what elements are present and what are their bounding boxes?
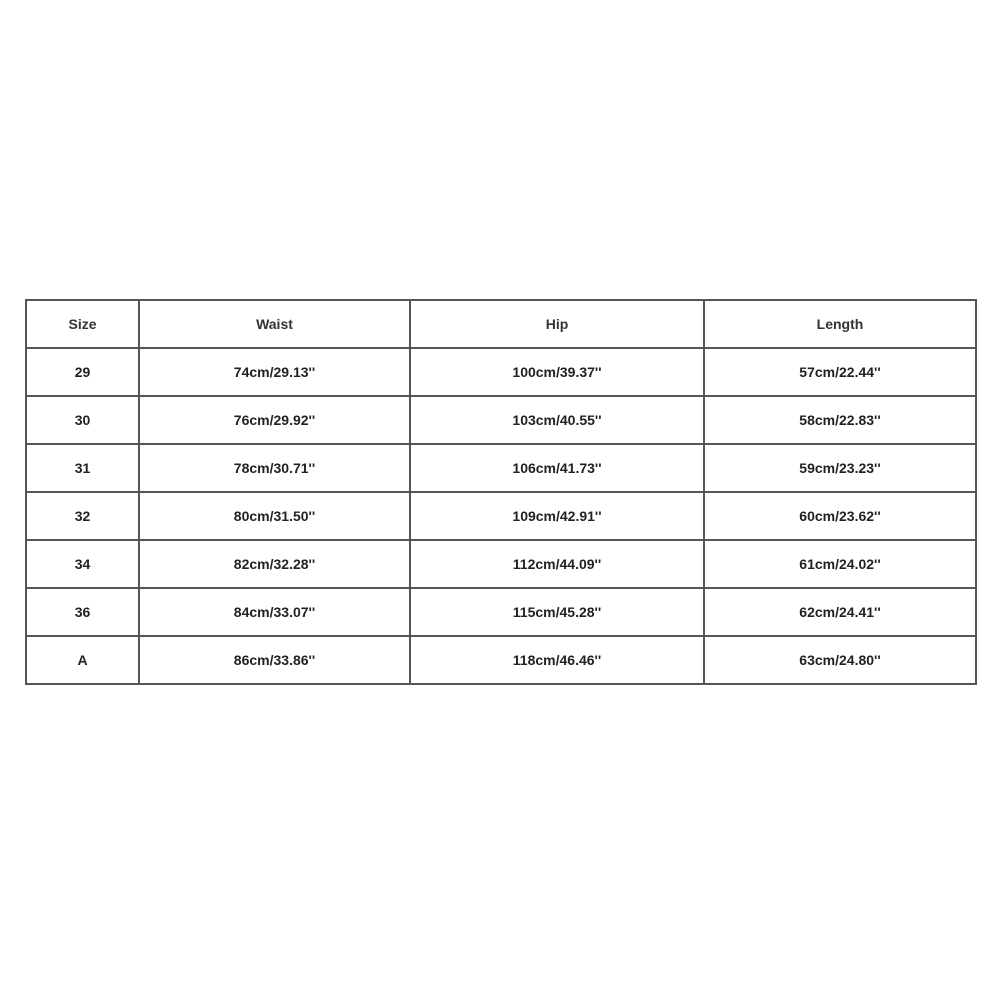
cell-hip: 103cm/40.55'': [410, 396, 704, 444]
table-row: [26, 444, 976, 492]
cell-size: 36: [26, 588, 139, 636]
cell-size: 32: [26, 492, 139, 540]
size-chart-table: [25, 299, 977, 685]
cell-length: 57cm/22.44'': [704, 348, 976, 396]
table-header: [26, 300, 976, 348]
cell-length: 61cm/24.02'': [704, 540, 976, 588]
table-row: [26, 348, 976, 396]
cell-length: 58cm/22.83'': [704, 396, 976, 444]
cell-waist: 84cm/33.07'': [139, 588, 410, 636]
cell-waist: 80cm/31.50'': [139, 492, 410, 540]
cell-waist: 74cm/29.13'': [139, 348, 410, 396]
cell-size: 30: [26, 396, 139, 444]
cell-waist: 86cm/33.86'': [139, 636, 410, 684]
header-length: Length: [704, 300, 976, 348]
cell-length: 59cm/23.23'': [704, 444, 976, 492]
cell-hip: 112cm/44.09'': [410, 540, 704, 588]
header-hip: Hip: [410, 300, 704, 348]
cell-length: 62cm/24.41'': [704, 588, 976, 636]
cell-hip: 115cm/45.28'': [410, 588, 704, 636]
table-row: [26, 396, 976, 444]
cell-hip: 100cm/39.37'': [410, 348, 704, 396]
table-row: [26, 636, 976, 684]
cell-hip: 109cm/42.91'': [410, 492, 704, 540]
table-row: [26, 588, 976, 636]
cell-size: 31: [26, 444, 139, 492]
cell-size: 34: [26, 540, 139, 588]
cell-length: 63cm/24.80'': [704, 636, 976, 684]
header-row: [26, 300, 976, 348]
cell-waist: 82cm/32.28'': [139, 540, 410, 588]
table-row: [26, 492, 976, 540]
header-size: Size: [26, 300, 139, 348]
table-body: [26, 348, 976, 684]
table-row: [26, 540, 976, 588]
cell-size: A: [26, 636, 139, 684]
header-waist: Waist: [139, 300, 410, 348]
cell-hip: 106cm/41.73'': [410, 444, 704, 492]
cell-size: 29: [26, 348, 139, 396]
cell-hip: 118cm/46.46'': [410, 636, 704, 684]
cell-waist: 78cm/30.71'': [139, 444, 410, 492]
cell-length: 60cm/23.62'': [704, 492, 976, 540]
cell-waist: 76cm/29.92'': [139, 396, 410, 444]
